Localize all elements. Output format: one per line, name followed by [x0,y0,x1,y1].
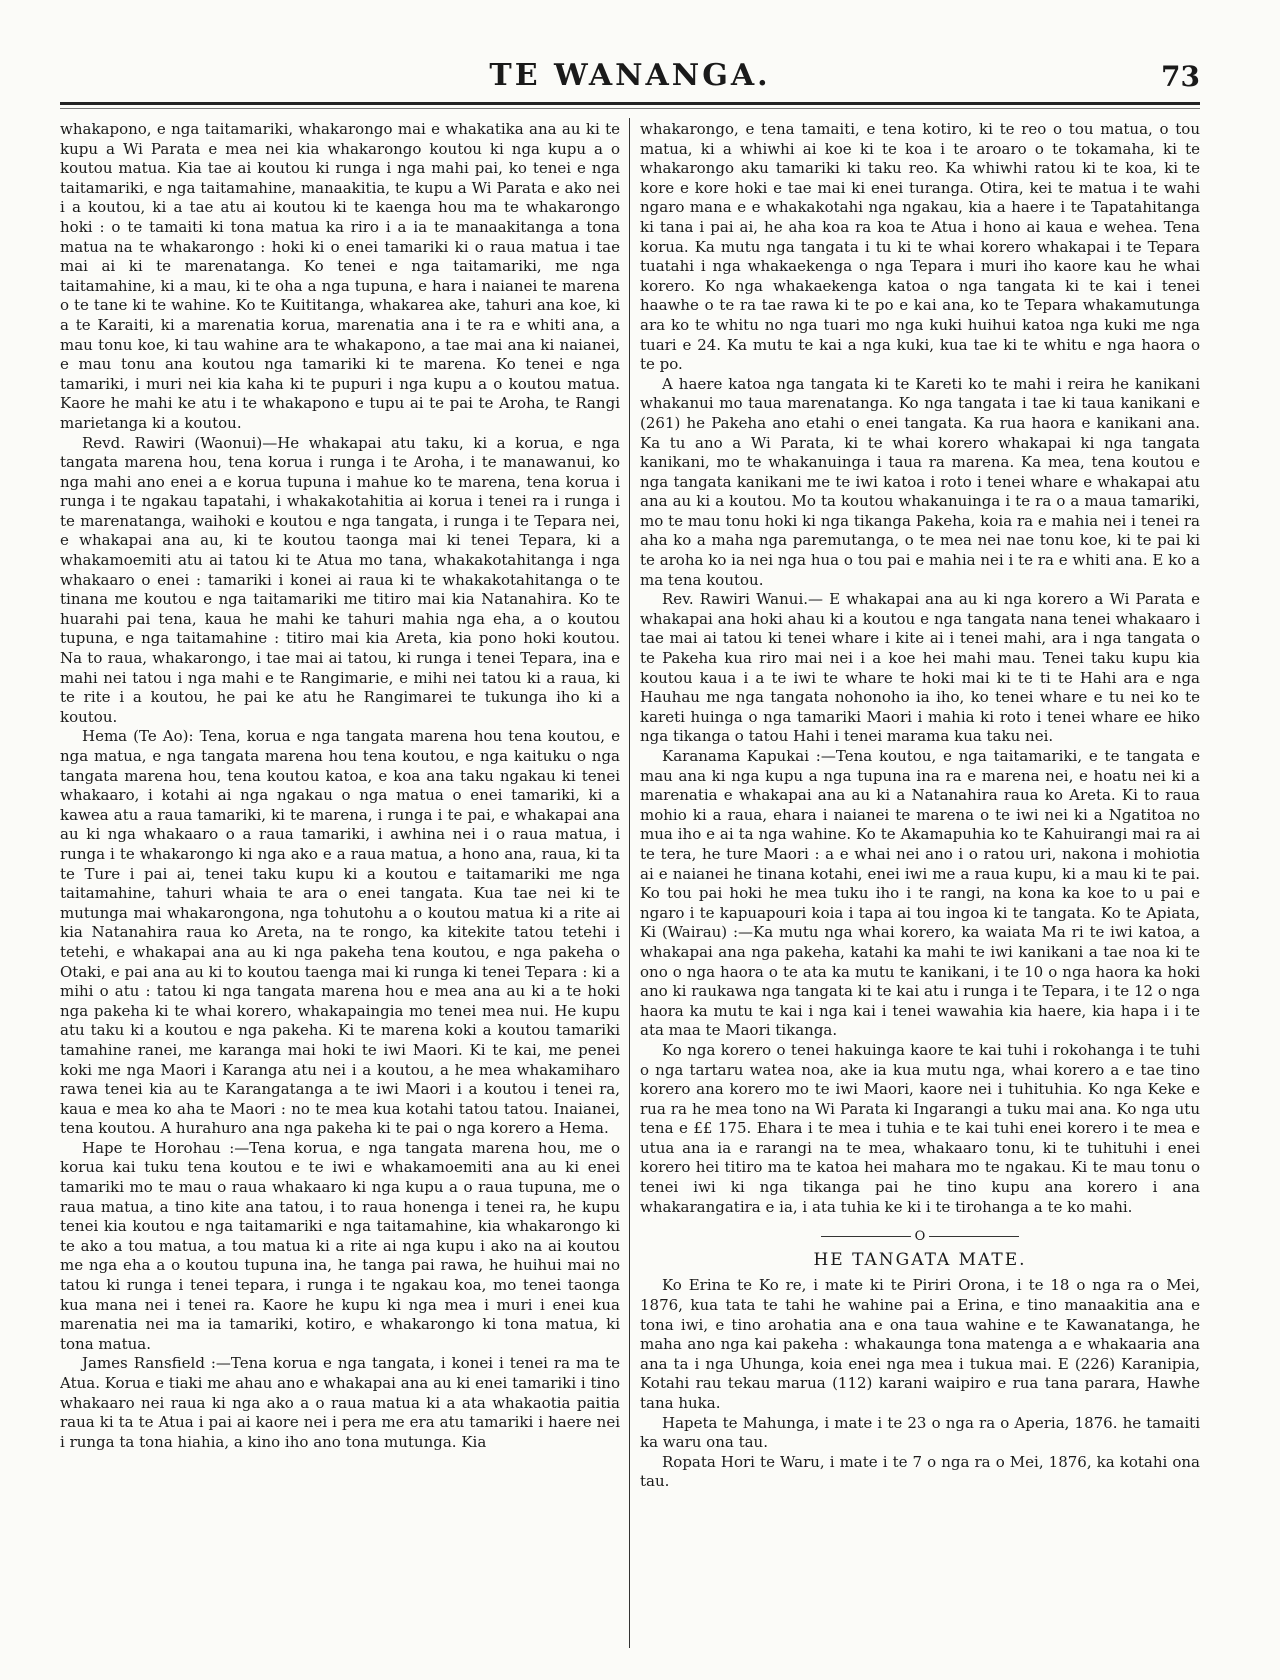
death-notice: Hapeta te Mahunga, i mate i te 23 o nga ra o Aperia, 1876. he tamaiti ka waru ona tau. [640,1413,1200,1452]
header-rule [60,102,1200,105]
paragraph: Hema (Te Ao): Tena, korua e nga tangata marena hou tena koutou, e nga matua, e nga tangata marena hou tena koutou, e nga kaituku o nga tangata marena hou, tena koutou katoa, e koa ana taku ngakau ki tenei whakaaro, i kotahi ai nga ngakau o nga matua o enei tamariki, ki a kawea atu a raua tamariki, ki te marena, i runga i te pai, e whakapai ana au ki nga whakaaro o a raua tamariki, i awhina nei i o raua matua, i runga i te whakarongo ki nga ako e a raua matua, a hono ana, raua, ki ta te Ture i pai ai, tenei taku kupu ki a koutou e taitamariki me nga taitamahine, tahuri whaia te ara o enei tangata. Kua tae nei ki te mutunga mai whakarongona, nga tohutohu a o koutou matua ki a rite ai kia Natanahira raua ko Areta, na te rongo, ka kitekite tatou tetehi i tetehi, e whakapai ana au ki nga pakeha tena koutou, e nga pakeha o Otaki, e pai ana au ki to koutou taenga mai ki runga ki tenei Tepara : ki a mihi o atu : tatou ki nga tangata marena hou e mea ana au ki a te hoki nga pakeha ki te whai korero, whakapaingia mo tenei mea nui. He kupu atu taku ki a koutou e nga pakeha. Ki te marena koki a koutou tamariki tamahine ranei, me karanga mai hoki te iwi Maori. Ki te kai, me penei koki me nga Maori i Karanga atu nei i a koutou, a he mea whakamiharo rawa tenei kia au te Karangatanga a te iwi Maori i a koutou i tenei ra, kaua e mea ko aha te Maori : no te mea kua kotahi tatou tatou. Inaianei, tena koutou. A hurahuro ana nga pakeha ki te pai o nga korero a Hema. [60,727,620,1138]
section-heading: HE TANGATA MATE. [813,1249,1027,1270]
paragraph: James Ransfield :—Tena korua e nga tangata, i konei i tenei ra ma te Atua. Korua e tiaki me ahau ano e whakapai ana au ki enei tamariki i tino whakaaro nei raua ki nga ako a o raua matua ki a ata whakaotia paitia raua ki ta te Atua i pai ai kaore nei i pera me era atu tamariki i haere nei i runga ta tona hiahia, a kino iho ano tona mutunga. Kia [60,1354,620,1451]
death-notice: Ko Erina te Ko re, i mate ki te Piriri Orona, i te 18 o nga ra o Mei, 1876, kua tata te tahi he wahine pai a Erina, e tino manaakitia ana e tona iwi, e tino arohatia ana e ona taua wahine e te Kawanatanga, he maha ano nga kai pakeha : whakaunga tona matenga a e whakaaria ana ana ta i nga Uhunga, koia enei nga mea i tukua mai. E (226) Karanipia, Kotahi rau tekau marua (112) karani waipiro e rua tana parara, Hawhe tana huka. [640,1276,1200,1412]
paragraph: whakapono, e nga taitamariki, whakarongo mai e whakatika ana au ki te kupu a Wi Parata e mea nei kia whakarongo koutou ki nga kupu a o koutou matua. Kia tae ai koutou ki runga i nga mahi pai, ko tenei e nga taitamariki, e nga taitamahine, manaakitia, te kupu a Wi Parata e ako nei i a koutou, ki a tae atu ai koutou ki te kaenga hou ma te whakarongo hoki : o te tamaiti ki tona matua ka riro i a ia te manaakitanga a tona matua na te whakarongo : hoki ki o enei tamariki ki o raua matua i tae mai ai ki te marenatanga. Ko tenei e nga taitamariki, me nga taitamahine, ki a mau, ki te oha a nga tupuna, e hara i naianei te marena o te tane ki te wahine. Ko te Kuititanga, whakarea ake, tahuri ana koe, ki a te Karaiti, ki a marenatia korua, marenatia ana i te ra e whiti ana, a mau tonu koe, ki tau wahine ara te whakapono, a tae mai ana ki naianei, e mau tonu ana koutou nga tamariki ki te marena. Ko tenei e nga tamariki, i muri nei kia kaha ki te pupuri i nga kupu a o koutou matua. Kaore he mahi ke atu i te whakapono e tupu ai te pai te Aroha, te Rangi marietanga ki a koutou. [60,120,620,432]
paragraph: Karanama Kapukai :—Tena koutou, e nga taitamariki, e te tangata e mau ana ki nga kupu a nga tupuna ina ra e marena nei, e hoatu nei ki a marenatia e whakapai ana au ki a Natanahira raua ko Areta. Ki to raua mohio ki a raua, ehara i naianei te marena o te iwi nei ki a Ngatitoa no mua iho e ai ta nga wahine. Ko te Akamapuhia ko te Kahuirangi mai ra ai te tera, he ture Maori : a e whai nei ano i o ratou uri, nakona i mohiotia ai e naianei he tinana kotahi, enei iwi me a raua kupu, ki a mau ki te pai. Ko tou pai hoki he mea tuku iho i te rangi, na kona ka koe to u pai e ngaro i te kapuapouri koia i tapa ai tou ingoa ki te tangata. Ko te Apiata, Ki (Wairau) :—Ka mutu nga whai korero, ka waiata Ma ri te iwi katoa, a whakapai ana nga pakeha, katahi ka mahi te iwi kanikani a tae noa ki te ono o nga haora o te ata ka mutu te kanikani, i te 10 o nga haora ka hoki ano ki raukawa nga tangata ki te kai atu i runga i te Tepara, i te 12 o nga haora ka mutu te kai i nga kai i tenei wawahia kia haere, kia hapa i i te ata maa te Maori tikanga. [640,747,1200,1040]
paragraph: A haere katoa nga tangata ki te Kareti ko te mahi i reira he kanikani whakanui mo taua marenatanga. Ko nga tangata i tae ki taua kanikani e (261) he Pakeha ano etahi o enei tangata. Ka rua haora e kanikani ana. Ka tu ano a Wi Parata, ki te whai korero whakapai ki nga tangata kanikani, mo te whakanuinga i taua ra marena. Ka mea, tena koutou e nga tangata kanikani me te iwi katoa i roto i tenei whare e whakapai atu ana au ki a koutou. Mo ta koutou whakanuinga i te ra o a maua tamariki, mo te mau tonu hoki ki nga tikanga Pakeha, koia ra e mahia nei i tenei ra aha ko a maha nga paremutanga, o te mea nei nae tonu koe, ki te pai ki te aroha ko ia nei nga hua o tou pai e mahia nei i te ra e whiti ana. E ko a ma tena koutou. [640,374,1200,589]
section-break-mark: O [914,1229,926,1245]
header-rule-thin [60,108,1200,109]
section-break [640,1227,1200,1247]
rule-right [929,1236,1019,1237]
page-header [60,58,1200,98]
column-divider [629,118,630,1648]
death-notice: Ropata Hori te Waru, i mate i te 7 o nga ra o Mei, 1876, ka kotahi ona tau. [640,1452,1200,1491]
page-number: 73 [1161,60,1200,93]
paragraph: whakarongo, e tena tamaiti, e tena kotiro, ki te reo o tou matua, o tou matua, ki a whiwhi ai koe ki te koa i te aroaro o te tokamaha, ki te whakarongo aku tamariki ki taku reo. Ka whiwhi ratou ki te koa, ki te kore e kore hoki e tae mai ki enei turanga. Otira, kei te matua i te wahi ngaro mana e e whakakotahi nga ngakau, kia a haere i te Tapatahitanga ki tana i pai ai, he aha koa ra koa te Atua i hono ai kaua e wehea. Tena korua. Ka mutu nga tangata i tu ki te whai korero whakapai i te Tepara tuatahi i nga whakaekenga o nga Tepara i muri iho kaore kau he whai korero. Ko nga whakaekenga katoa o nga tangata ki te kai i tenei haawhe o te ra tae rawa ki te po e kai ana, ko te Tepara whakamutunga ara ko te whitu no nga tuari mo nga kuki huihui katoa nga kuki me nga tuari e 24. Ka mutu te kai a nga kuki, kua tae ki te whitu e nga haora o te po. [640,120,1200,374]
page-title: TE WANANGA. [489,58,771,93]
paragraph: Rev. Rawiri Wanui.— E whakapai ana au ki nga korero a Wi Parata e whakapai ana hoki ahau ki a koutou e nga tangata nana tenei whakaaro i tae mai ai tatou ki tenei whare i kite ai i tenei mahi, ara i nga tangata o te Pakeha kua riro mai nei i a koe hei mahi mau. Tenei taku kupu kia koutou kaua i a te iwi te whare te hoki mai ki te ti te Hahi ara e nga Hauhau me nga tangata nohonoho ia iho, ko tenei whare e tu nei ko te kareti huinga o nga tamariki Maori i mahia ki roto i tenei whare ee hiko nga tikanga o tatou Hahi i tenei marama kua taku nei. [640,590,1200,746]
paragraph: Revd. Rawiri (Waonui)—He whakapai atu taku, ki a korua, e nga tangata marena hou, tena korua i runga i te Aroha, i te manawanui, ko nga mahi ano enei a e korua tupuna i mahue ko te marena, tena korua i runga i te ngakau tapatahi, i whakakotahitia ai korua i tenei ra i runga i te marenatanga, waihoki e koutou e nga tangata, i runga i te Tepara nei, e whakapai ana au, ki te koutou taonga mai ki tenei Tepara, ki a whakamoemiti atu ai tatou ki te Atua mo tana, whakakotahitanga i nga whakaaro o enei : tamariki i konei ai raua ki te whakakotahitanga o te tinana me koutou e nga taitamariki me titiro mai kia Natanahira. Ko te huarahi pai tena, kaua he mahi ke tahuri mahia nga eha, a o koutou tupuna, e nga taitamahine : titiro mai kia Areta, kia pono hoki koutou. Na to raua, whakarongo, i tae mai ai tatou, ki runga i tenei Tepara, ina e mahi nei tatou i nga mahi e te Rangimarie, e mihi nei tatou ki a raua, ki te rite i a koutou, he pai ke atu he Rangimarei te tukunga iho ki a koutou. [60,433,620,726]
rule-left [821,1236,911,1237]
left-column [60,120,620,1640]
paragraph: Ko nga korero o tenei hakuinga kaore te kai tuhi i rokohanga i te tuhi o nga tartaru watea noa, ake ia kua mutu nga, whai korero a e tae tino korero ana korero mo te iwi Maori, kaore nei i tuhituhia. Ko nga Keke e rua ra he mea tono na Wi Parata ki Ingarangi a tuku mai ana. Ko nga utu tena e ££ 175. Ehara i te mea i tuhia e te kai tuhi enei korero i te mea e utua ana ia e rarangi na te mea, whakaaro tonu, ki te tuhituhi i enei korero hei titiro ma te katoa hei mahara mo te ngakau. Ki te mau tonu o tenei iwi ki nga tikanga pai he tino kupu ana korero i ana whakarangatira e ia, i ata tuhia ke ki i te tirohanga a te ko mahi. [640,1040,1200,1216]
right-column [640,120,1200,1640]
paragraph: Hape te Horohau :—Tena korua, e nga tangata marena hou, me o korua kai tuku tena koutou e te iwi e whakamoemiti ana au ki enei tamariki mo te mau o raua whakaaro ki nga kupu a o raua tupuna, me o raua matua, a tino kite ana tatou, i to raua honenga i tenei ra, he kupu tenei kia koutou e nga taitamariki e nga taitamahine, kia whakarongo ki te ako a tou matua, a tou matua ki a rite ai nga kupu i ako na ai koutou me nga eha a o koutou tupuna ina, he tanga pai rawa, he huihui mai no tatou ki runga i tenei tepara, i runga i te ngakau koa, mo tenei taonga kua mana nei i tenei ra. Kaore he kupu ki nga mea i muri i enei kua marenatia nei ma ia tamariki, kotiro, e whakarongo ki tona matua, ki tona matua. [60,1138,620,1353]
